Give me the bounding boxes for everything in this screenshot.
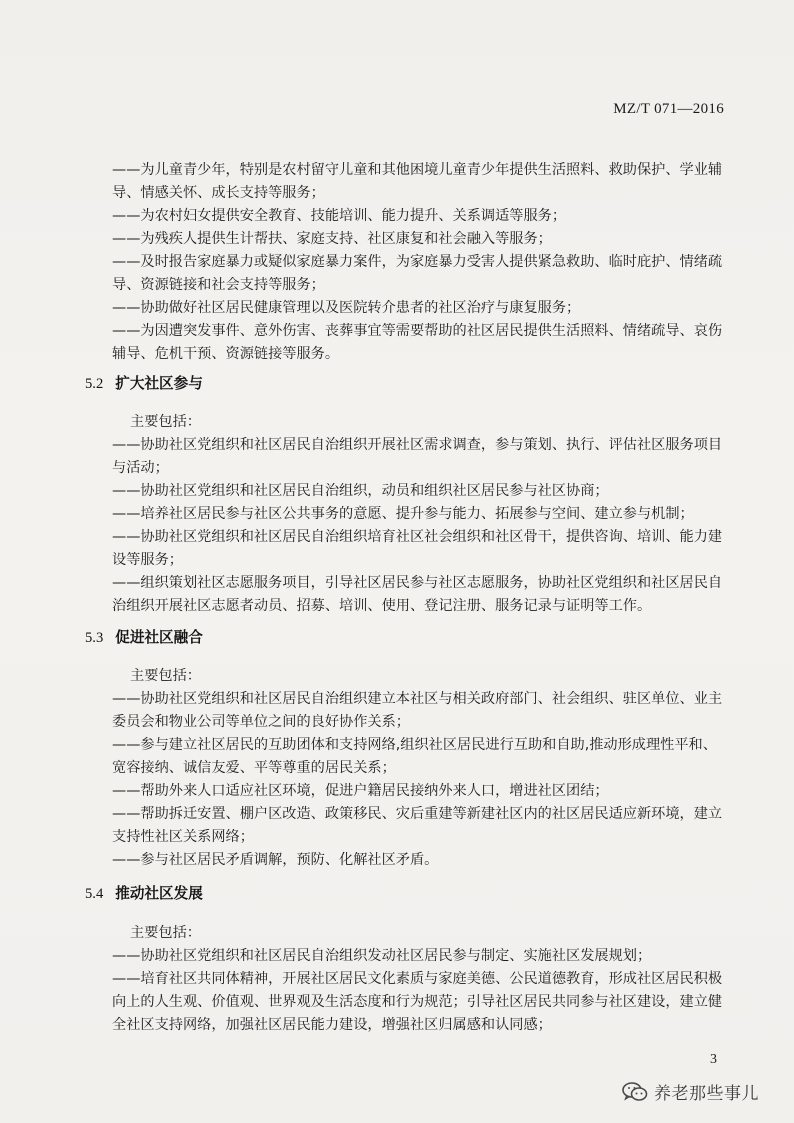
list-item: ——协助社区党组织和社区居民自治组织发动社区居民参与制定、实施社区发展规划；	[112, 948, 652, 964]
list-item: 导、情感关怀、成长支持等服务；	[112, 185, 325, 201]
section-number: 5.4	[85, 886, 104, 902]
list-item: ——帮助外来人口适应社区环境，促进户籍居民接纳外来人口，增进社区团结；	[112, 783, 609, 799]
list-item: 支持性社区关系网络；	[112, 829, 254, 845]
page-number: 3	[710, 1052, 717, 1067]
list-item: 委员会和物业公司等单位之间的良好协作关系；	[112, 714, 410, 730]
list-item: ——帮助拆迁安置、棚户区改造、政策移民、灾后重建等新建社区内的社区居民适应新环境，建立	[112, 806, 723, 822]
list-item: 导、资源链接和社会支持等服务；	[112, 277, 325, 293]
list-item: ——为农村妇女提供安全教育、技能培训、能力提升、关系调适等服务；	[112, 208, 567, 224]
list-item: ——协助做好社区居民健康管理以及医院转介患者的社区治疗与康复服务；	[112, 300, 581, 316]
section-number: 5.2	[85, 376, 104, 392]
wechat-icon	[622, 1081, 648, 1103]
standard-code: MZ/T 071—2016	[613, 101, 724, 117]
list-item: 设等服务；	[112, 552, 183, 568]
list-item: ——协助社区党组织和社区居民自治组织开展社区需求调查，参与策划、执行、评估社区服务项目	[112, 437, 723, 453]
list-item: 辅导、危机干预、资源链接等服务。	[112, 346, 340, 362]
list-item: ——为残疾人提供生计帮扶、家庭支持、社区康复和社会融入等服务；	[112, 231, 552, 247]
section-heading-5-3	[85, 627, 203, 649]
watermark	[622, 1079, 759, 1104]
list-item: 治组织开展社区志愿者动员、招募、培训、使用、登记注册、服务记录与证明等工作。	[112, 598, 652, 614]
list-item: ——培育社区共同体精神，开展社区居民文化素质与家庭美德、公民道德教育，形成社区居民积极	[112, 971, 723, 987]
list-item: 向上的人生观、价值观、世界观及生活态度和行为规范；引导社区居民共同参与社区建设，建立健	[112, 994, 723, 1010]
section-heading-5-2	[85, 373, 203, 395]
list-item: ——组织策划社区志愿服务项目，引导社区居民参与社区志愿服务，协助社区党组织和社区居民自	[112, 575, 723, 591]
list-item: 宽容接纳、诚信友爱、平等尊重的居民关系；	[112, 760, 396, 776]
section-intro: 主要包括：	[130, 668, 201, 684]
list-item: 与活动；	[112, 460, 169, 476]
section-title: 推动社区发展	[115, 885, 203, 902]
list-item: ——培养社区居民参与社区公共事务的意愿、提升参与能力、拓展参与空间、建立参与机制；	[112, 506, 694, 522]
list-item: ——协助社区党组织和社区居民自治组织，动员和组织社区居民参与社区协商；	[112, 483, 609, 499]
section-heading-5-4	[85, 883, 203, 905]
section-intro: 主要包括：	[130, 414, 201, 430]
list-item: ——参与建立社区居民的互助团体和支持网络,组织社区居民进行互助和自助,推动形成理性平和、	[112, 737, 717, 753]
list-item: ——为儿童青少年，特别是农村留守儿童和其他困境儿童青少年提供生活照料、救助保护、学业辅	[112, 162, 723, 178]
section-title: 扩大社区参与	[115, 375, 203, 392]
list-item: ——为因遭突发事件、意外伤害、丧葬事宜等需要帮助的社区居民提供生活照料、情绪疏导、哀伤	[112, 323, 723, 339]
list-item: ——参与社区居民矛盾调解，预防、化解社区矛盾。	[112, 852, 439, 868]
list-item: ——及时报告家庭暴力或疑似家庭暴力案件，为家庭暴力受害人提供紧急救助、临时庇护、情绪疏	[112, 254, 723, 270]
section-number: 5.3	[85, 630, 104, 646]
list-item: ——协助社区党组织和社区居民自治组织培育社区社会组织和社区骨干，提供咨询、培训、能力建	[112, 529, 723, 545]
section-title: 促进社区融合	[115, 629, 203, 646]
list-item: ——协助社区党组织和社区居民自治组织建立本社区与相关政府部门、社会组织、驻区单位、业主	[112, 691, 723, 707]
section-intro: 主要包括：	[130, 925, 201, 941]
watermark-text: 养老那些事儿	[654, 1084, 759, 1104]
list-item: 全社区支持网络，加强社区居民能力建设，增强社区归属感和认同感；	[112, 1017, 552, 1033]
